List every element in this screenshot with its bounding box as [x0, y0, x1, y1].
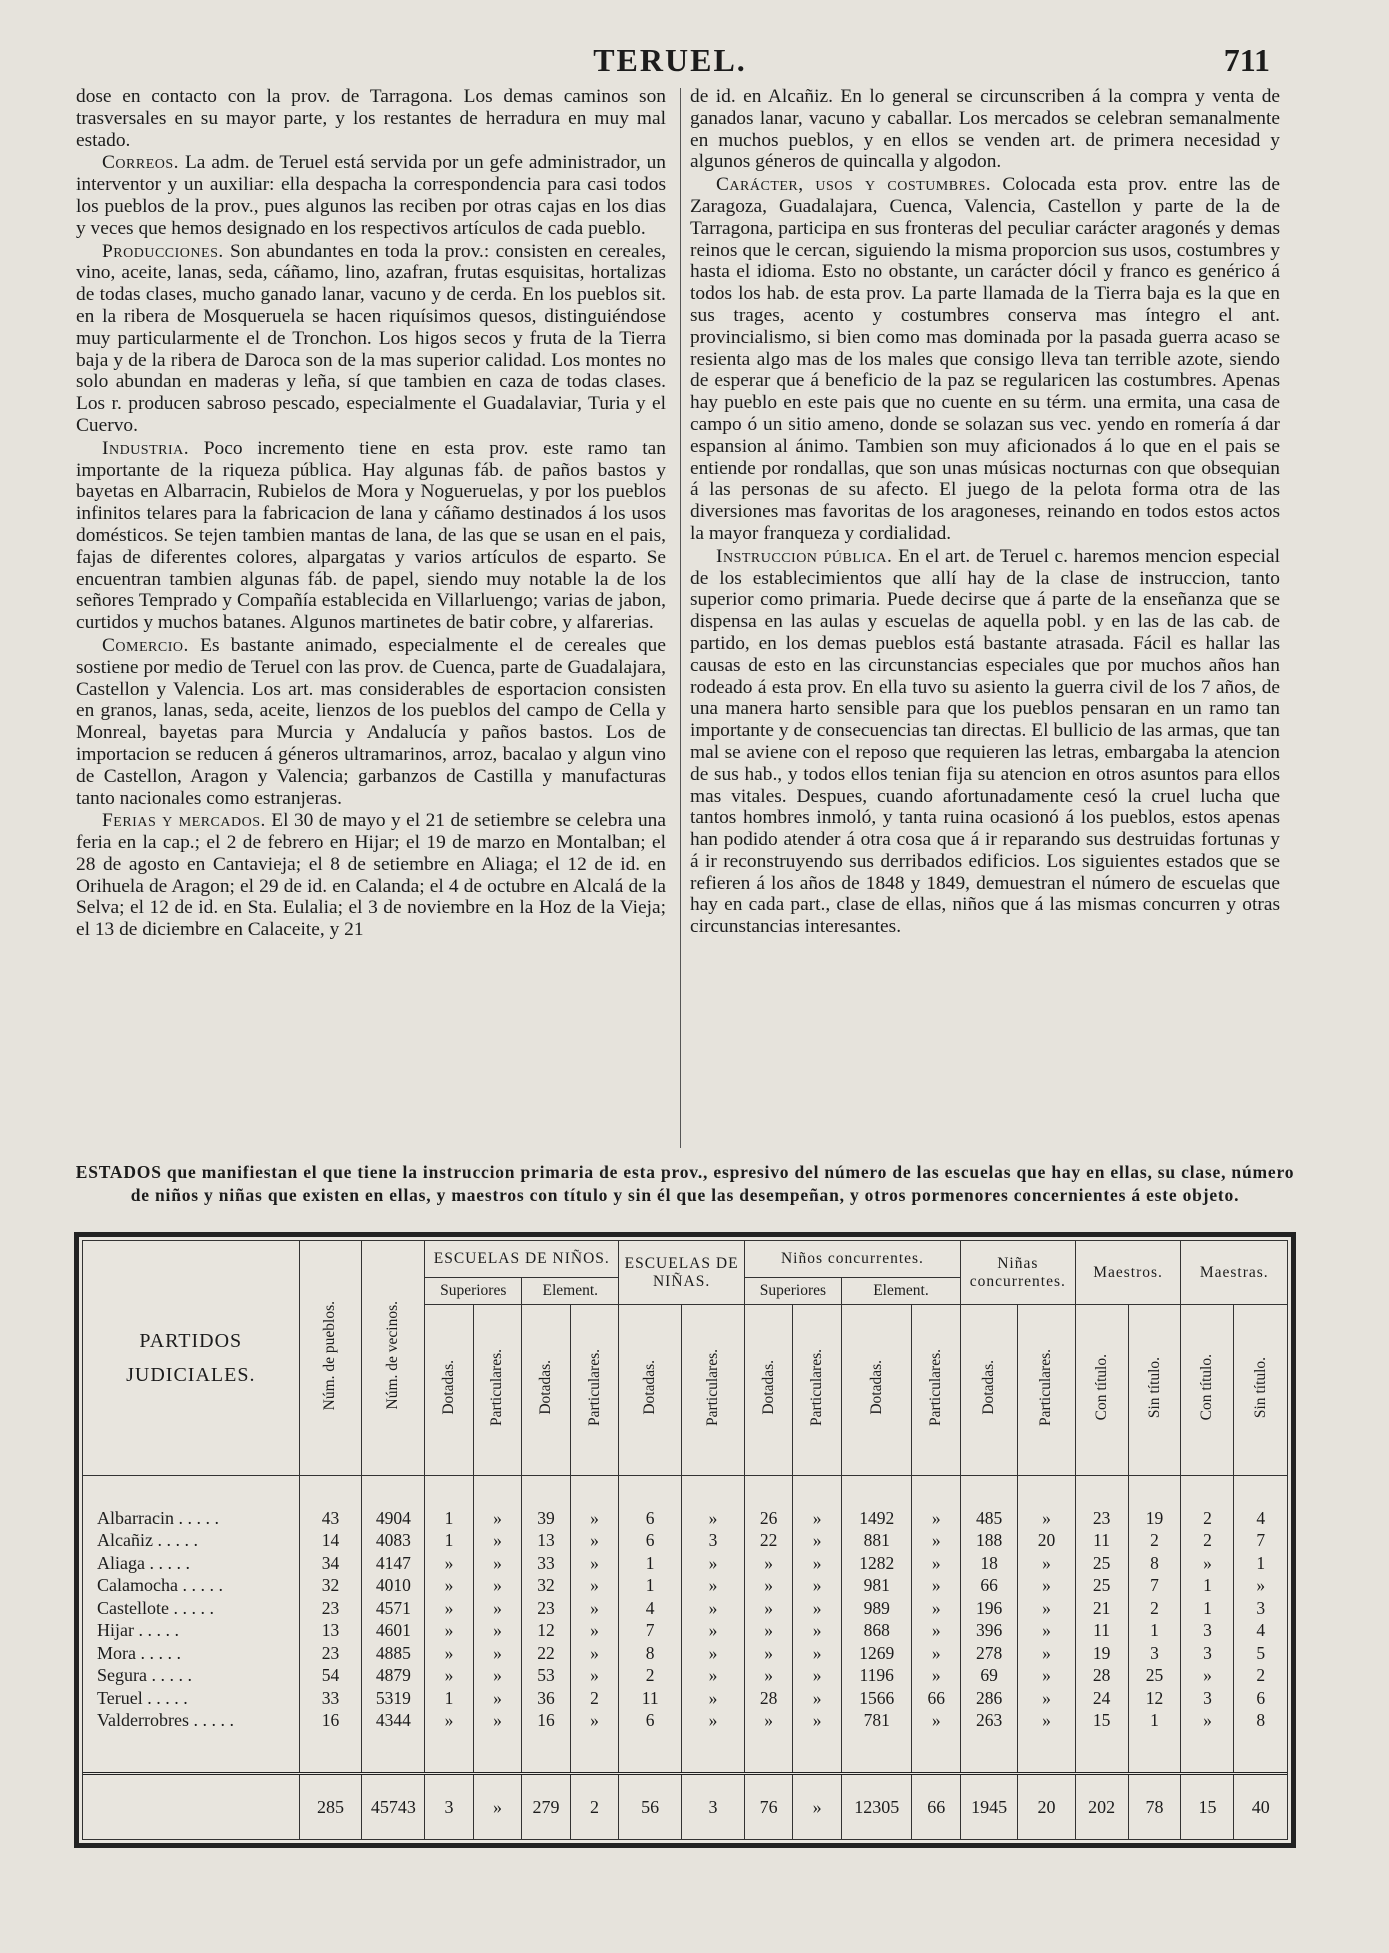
- total-cell: 285: [299, 1774, 362, 1839]
- table-cell: 39: [522, 1507, 571, 1529]
- table-cell: 1566: [841, 1687, 912, 1709]
- partido-name: Aliaga . . . . .: [83, 1552, 299, 1574]
- table-cell: 8: [1256, 1710, 1266, 1731]
- table-cell: »: [473, 1529, 522, 1551]
- table-cell: 4885: [362, 1642, 425, 1664]
- table-cell: »: [793, 1619, 842, 1641]
- totals-row: [83, 1774, 1287, 1839]
- table-cell: »: [912, 1507, 961, 1529]
- table-cell: »: [473, 1552, 522, 1574]
- table-body: [83, 1476, 1287, 1840]
- table-cell: »: [682, 1552, 745, 1574]
- table-cell: 4010: [362, 1574, 425, 1596]
- total-cell: 76: [744, 1774, 793, 1839]
- table-cell: »: [793, 1574, 842, 1596]
- table-cell: »: [793, 1642, 842, 1664]
- table-cell: »: [912, 1597, 961, 1619]
- table-cell: »: [682, 1642, 745, 1664]
- table-cell: 2: [1128, 1529, 1181, 1551]
- partido-name: Castellote . . . . .: [83, 1597, 299, 1619]
- table-cell: 4904: [362, 1507, 425, 1529]
- total-cell: 202: [1075, 1774, 1128, 1839]
- table-cell: 1: [619, 1552, 682, 1574]
- table-cell: »: [1256, 1575, 1266, 1596]
- section-heading: Producciones.: [102, 240, 224, 262]
- table-cell: 1269: [841, 1642, 912, 1664]
- table-cell: 19: [1128, 1507, 1181, 1529]
- particulares-header: Particulares.: [927, 1348, 945, 1427]
- table-cell: »: [744, 1619, 793, 1641]
- table-cell: »: [744, 1664, 793, 1686]
- table-cell: »: [473, 1709, 522, 1731]
- maestras-header: Maestras.: [1181, 1241, 1287, 1305]
- table-cell: 3: [1181, 1687, 1234, 1709]
- table-cell: »: [1181, 1709, 1234, 1731]
- table-cell: »: [1181, 1664, 1234, 1686]
- table-cell: 2: [1181, 1507, 1234, 1529]
- paragraph-text: Es bastante animado, especialmente el de cereales que sostiene por medio de Teruel con las prov. de Cuenca, parte de Guadalajara, Castellon y Valencia. Los art. mas considerables de esportacion consisten en granos, lanas, seda, aceite, lienzos de los pueblos del campo de Cella y Monreal, bayetas para Murcia y Andalucía y paños bastos. Los de importacion se reducen á géneros ultramarinos, arroz, bacalao y algun vino de Castellon, Aragon y Valencia; garbanzos de Castilla y manufacturas tanto nacionales como estranjeras.: [76, 634, 666, 809]
- table-cell: »: [1018, 1552, 1075, 1574]
- table-cell: »: [473, 1687, 522, 1709]
- table-cell: 2: [619, 1664, 682, 1686]
- partido-name: Hijar . . . . .: [83, 1619, 299, 1641]
- table-cell: 1492: [841, 1507, 912, 1529]
- partido-name: Segura . . . . .: [83, 1664, 299, 1686]
- table-cell: 8: [1128, 1552, 1181, 1574]
- table-cell: »: [682, 1709, 745, 1731]
- total-cell: 78: [1128, 1774, 1181, 1839]
- table-cell: »: [682, 1687, 745, 1709]
- table-cell: 21: [1075, 1597, 1128, 1619]
- table-cell: 14: [299, 1529, 362, 1551]
- table-cell: »: [912, 1619, 961, 1641]
- table-cell: »: [682, 1507, 745, 1529]
- table-cell: 12: [522, 1619, 571, 1641]
- table-cell: »: [793, 1529, 842, 1551]
- column-divider: [680, 88, 681, 1148]
- table-cell: 6: [619, 1507, 682, 1529]
- dotadas-header: Dotadas.: [759, 1360, 777, 1415]
- table-cell: 2: [570, 1687, 619, 1709]
- table-cell: 396: [961, 1619, 1018, 1641]
- con-titulo-header: Con título.: [1198, 1354, 1216, 1421]
- table-cell: »: [425, 1552, 474, 1574]
- table-cell: 4601: [362, 1619, 425, 1641]
- particulares-header: Particulares.: [1037, 1348, 1055, 1427]
- table-cell: 22: [522, 1642, 571, 1664]
- table-cell: 1196: [841, 1664, 912, 1686]
- table-cell: »: [744, 1709, 793, 1731]
- table-cell: 13: [299, 1619, 362, 1641]
- table-cell: »: [473, 1642, 522, 1664]
- table-cell: 1: [1256, 1552, 1266, 1573]
- escuelas-ninos-header: ESCUELAS DE NIÑOS.: [425, 1241, 619, 1278]
- table-row: [83, 1687, 1287, 1709]
- table-cell: 7: [619, 1619, 682, 1641]
- table-cell: 6: [619, 1529, 682, 1551]
- table-cell: 32: [299, 1574, 362, 1596]
- total-cell: »: [793, 1774, 842, 1839]
- table-cell: »: [1018, 1664, 1075, 1686]
- table-cell: »: [912, 1709, 961, 1731]
- particulares-header: Particulares.: [585, 1348, 603, 1427]
- table-cell: 196: [961, 1597, 1018, 1619]
- table-row: [83, 1507, 1287, 1529]
- table-cell: 25: [1075, 1574, 1128, 1596]
- table-cell: 66: [961, 1574, 1018, 1596]
- table-cell: »: [682, 1619, 745, 1641]
- paragraph-text: El 30 de mayo y el 21 de setiembre se celebra una feria en la cap.; el 2 de febrero en Hijar; el 19 de marzo en Montalban; el 28 de agosto en Cantavieja; el 8 de setiembre en Aliaga; el 12 de id. en Orihuela de Aragon; el 29 de id. en Calanda; el 4 de octubre en Alcalá de la Selva; el 12 de id. en Sta. Eulalia; el 3 de noviembre en la Hoz de la Vieja; el 13 de diciembre en Calaceite, y 21: [76, 810, 666, 941]
- table-cell: 33: [299, 1687, 362, 1709]
- table-cell: »: [1018, 1507, 1075, 1529]
- section-heading: Instruccion pública.: [716, 545, 893, 567]
- table-cell: 11: [1075, 1529, 1128, 1551]
- table-cell: »: [793, 1552, 842, 1574]
- table-cell: »: [570, 1529, 619, 1551]
- ninas-concurrentes-header: Niñas concurrentes.: [961, 1241, 1076, 1305]
- table-cell: »: [682, 1574, 745, 1596]
- table-cell: 53: [522, 1664, 571, 1686]
- table-cell: 6: [1256, 1687, 1266, 1708]
- section-heading: Industria.: [102, 437, 190, 459]
- table-cell: »: [473, 1664, 522, 1686]
- table-cell: 7: [1128, 1574, 1181, 1596]
- table-cell: 11: [619, 1687, 682, 1709]
- paragraph: [76, 152, 666, 239]
- total-cell: 20: [1018, 1774, 1075, 1839]
- table-cell: 16: [299, 1709, 362, 1731]
- table-cell: »: [912, 1529, 961, 1551]
- table-cell: 1: [1128, 1619, 1181, 1641]
- statistics-table-frame: [74, 1232, 1296, 1848]
- table-cell: 1: [425, 1687, 474, 1709]
- table-cell: 5319: [362, 1687, 425, 1709]
- table-cell: »: [570, 1574, 619, 1596]
- partido-name: Valderrobres . . . . .: [83, 1709, 299, 1731]
- table-cell: »: [1018, 1619, 1075, 1641]
- table-cell: 23: [1075, 1507, 1128, 1529]
- table-cell: 5: [1256, 1642, 1266, 1663]
- page-title: TERUEL.: [593, 42, 747, 78]
- con-titulo-header: Con título.: [1092, 1354, 1110, 1421]
- table-cell: 868: [841, 1619, 912, 1641]
- table-cell: »: [912, 1664, 961, 1686]
- total-cell: 3: [682, 1774, 745, 1839]
- table-cell: 278: [961, 1642, 1018, 1664]
- table-cell: 981: [841, 1574, 912, 1596]
- ninos-superiores-header: Superiores: [425, 1278, 522, 1305]
- table-cell: 7: [1256, 1530, 1266, 1551]
- table-cell: 263: [961, 1709, 1018, 1731]
- table-cell: »: [570, 1507, 619, 1529]
- page-header: [70, 40, 1270, 84]
- paragraph-text: de id. en Alcañiz. En lo general se circunscriben á la compra y venta de ganados lanar, vacuno y caballar. Los mercados se celebran semanalmente en muchos pueblos, y en ellos se venden art. de primera necesidad y algunos géneros de quincalla y algodon.: [690, 86, 1280, 173]
- dotadas-header: Dotadas.: [867, 1360, 885, 1415]
- table-cell: 23: [299, 1642, 362, 1664]
- paragraph: [76, 635, 666, 809]
- table-cell: 781: [841, 1709, 912, 1731]
- table-cell: »: [570, 1597, 619, 1619]
- table-cell: 4147: [362, 1552, 425, 1574]
- table-cell: 13: [522, 1529, 571, 1551]
- total-cell: 3: [425, 1774, 474, 1839]
- table-cell: 3: [1128, 1642, 1181, 1664]
- table-cell: »: [793, 1687, 842, 1709]
- section-heading: Carácter, usos y costumbres.: [716, 174, 992, 196]
- pueblos-header: Núm. de pueblos.: [321, 1300, 339, 1411]
- table-cell: »: [425, 1597, 474, 1619]
- escuelas-ninas-header: ESCUELAS DE NIÑAS.: [619, 1241, 745, 1305]
- table-cell: 8: [619, 1642, 682, 1664]
- paragraph-text: Poco incremento tiene en esta prov. este ramo tan importante de la riqueza pública. Hay algunas fáb. de paños bastos y bayetas en Albarracin, Rubielos de Mora y Nogueruelas, y por los pueblos infinitos telares para la fabricacion de lana y cáñamo destinados á los usos domésticos. Se tejen tambien mantas de lana, de las que se usan en el pais, fajas de diferentes colores, alpargatas y varios artículos de esparto. Se encuentran tambien algunas fáb. de papel, siendo muy notable la de los señores Temprado y Compañía establecida en Villarluengo; varias de jabon, curtidos y muchos batanes. Algunos martinetes de batir cobre, y alfarerias.: [76, 437, 666, 634]
- total-cell: 40: [1234, 1774, 1287, 1839]
- table-cell: 188: [961, 1529, 1018, 1551]
- section-heading: Ferias y mercados.: [102, 810, 266, 832]
- table-cell: 4344: [362, 1709, 425, 1731]
- table-cell: 3: [682, 1529, 745, 1551]
- partido-name: Albarracin . . . . .: [83, 1507, 299, 1529]
- total-cell: 1945: [961, 1774, 1018, 1839]
- partido-name: Mora . . . . .: [83, 1642, 299, 1664]
- table-row: [83, 1664, 1287, 1686]
- dotadas-header: Dotadas.: [536, 1360, 554, 1415]
- table-cell: »: [473, 1597, 522, 1619]
- paragraph: [76, 438, 666, 634]
- right-column: [690, 86, 1280, 1158]
- table-cell: 1: [425, 1507, 474, 1529]
- table-cell: »: [425, 1664, 474, 1686]
- table-cell: 34: [299, 1552, 362, 1574]
- table-cell: »: [682, 1597, 745, 1619]
- table-cell: 32: [522, 1574, 571, 1596]
- table-cell: 16: [522, 1709, 571, 1731]
- total-cell: 15: [1181, 1774, 1234, 1839]
- particulares-header: Particulares.: [704, 1348, 721, 1427]
- table-cell: 1: [1181, 1574, 1234, 1596]
- table-cell: »: [912, 1642, 961, 1664]
- table-cell: »: [1018, 1597, 1075, 1619]
- table-cell: 24: [1075, 1687, 1128, 1709]
- table-cell: 989: [841, 1597, 912, 1619]
- particulares-header: Particulares.: [808, 1348, 826, 1427]
- paragraph-text: Son abundantes en toda la prov.: consisten en cereales, vino, aceite, lanas, seda, cáñamo, lino, azafran, frutas esquisitas, hortalizas de todas clases, mucho ganado lanar, vacuno y de cerda. En los pueblos sit. en la ribera de Mosqueruela se hacen riquísimos quesos, distinguiéndose muy particularmente el de Tronchon. Los higos secos y fruta de la Tierra baja y de la ribera de Daroca son de la mas superior calidad. Los montes no solo abundan en maderas y leña, sí que tambien en caza de todas clases. Los r. producen sabroso pescado, especialmente el Guadalaviar, Turia y el Cuervo.: [76, 240, 666, 436]
- table-cell: 69: [961, 1664, 1018, 1686]
- table-row: [83, 1642, 1287, 1664]
- table-cell: 25: [1075, 1552, 1128, 1574]
- table-cell: »: [570, 1664, 619, 1686]
- table-cell: »: [793, 1664, 842, 1686]
- total-cell: 66: [912, 1774, 961, 1839]
- table-cell: »: [744, 1642, 793, 1664]
- table-cell: »: [425, 1619, 474, 1641]
- table-cell: »: [912, 1574, 961, 1596]
- table-cell: 2: [1128, 1597, 1181, 1619]
- partido-name: Teruel . . . . .: [83, 1687, 299, 1709]
- paragraph: [76, 86, 666, 151]
- table-cell: »: [473, 1574, 522, 1596]
- table-cell: 54: [299, 1664, 362, 1686]
- particulares-header: Particulares.: [488, 1348, 506, 1427]
- table-cell: 18: [961, 1552, 1018, 1574]
- table-cell: »: [793, 1597, 842, 1619]
- table-cell: 15: [1075, 1709, 1128, 1731]
- table-cell: »: [425, 1642, 474, 1664]
- table-cell: 20: [1018, 1529, 1075, 1551]
- table-cell: »: [570, 1552, 619, 1574]
- table-cell: 286: [961, 1687, 1018, 1709]
- paragraph-text: dose en contacto con la prov. de Tarragona. Los demas caminos son trasversales en su mayor parte, y los restantes de herradura en muy mal estado.: [76, 86, 666, 151]
- table-cell: 1: [1181, 1597, 1234, 1619]
- table-cell: 1: [425, 1529, 474, 1551]
- table-cell: »: [1018, 1574, 1075, 1596]
- table-cell: 4: [1256, 1507, 1266, 1528]
- paragraph: [76, 810, 666, 941]
- paragraph: [690, 546, 1280, 938]
- vecinos-header: Núm. de vecinos.: [384, 1301, 402, 1410]
- table-row: [83, 1619, 1287, 1641]
- total-cell: 2: [570, 1774, 619, 1839]
- table-cell: »: [1018, 1709, 1075, 1731]
- table-cell: 2: [1181, 1529, 1234, 1551]
- dotadas-header: Dotadas.: [439, 1360, 457, 1415]
- paragraph: [690, 174, 1280, 545]
- paragraph-text: Colocada esta prov. entre las de Zaragoza, Guadalajara, Cuenca, Valencia, Castellon y parte de la de Tarragona, participa en sus fronteras del peculiar carácter aragonés y demas reinos que le cercan, siguiendo la misma proporcion sus usos, costumbres y hasta el idioma. Esto no obstante, un carácter dócil y franco es genérico á todos los hab. de esta prov. La parte llamada de la Tierra baja es la que en sus trages, acento y costumbres conserva mas íntegro el ant. provincialismo, si bien como mas dominada por la pasada guerra acaso se resienta algo mas de los males que consigo lleva tan terrible azote, siendo de esperar que á beneficio de la paz se regularicen las costumbres. Apenas hay pueblo en este pais que no cuente en su térm. una ermita, una casa de campo ó un sitio ameno, donde se solazan sus vec. yendo en romería á dar espansion al ánimo. Tambien son muy aficionados á lo que en el pais se entiende por rondallas, que son unas músicas nocturnas con que obsequian á las personas de su afecto. El juego de la pelota forma otra de las diversiones mas favoritas de los aragoneses, reinando en todos estos actos la mayor franqueza y cordialidad.: [690, 174, 1280, 544]
- table-cell: »: [1181, 1552, 1234, 1574]
- instruction-statistics-table: [83, 1241, 1287, 1839]
- table-cell: 3: [1181, 1619, 1234, 1641]
- table-cell: 1: [619, 1574, 682, 1596]
- total-cell: 45743: [362, 1774, 425, 1839]
- page-number: 711: [1223, 42, 1270, 78]
- table-cell: 4571: [362, 1597, 425, 1619]
- table-cell: 28: [1075, 1664, 1128, 1686]
- table-cell: 23: [522, 1597, 571, 1619]
- table-cell: 43: [299, 1507, 362, 1529]
- dotadas-header: Dotadas.: [980, 1360, 998, 1415]
- table-cell: 22: [744, 1529, 793, 1551]
- section-heading: Comercio.: [102, 634, 189, 656]
- table-cell: 4: [619, 1597, 682, 1619]
- partido-name: Alcañiz . . . . .: [83, 1529, 299, 1551]
- table-cell: 26: [744, 1507, 793, 1529]
- table-cell: 4: [1256, 1620, 1266, 1641]
- sin-titulo-header: Sin título.: [1145, 1356, 1163, 1419]
- table-cell: 28: [744, 1687, 793, 1709]
- table-cell: 485: [961, 1507, 1018, 1529]
- ninos-element-header: Element.: [522, 1278, 619, 1305]
- table-row: [83, 1529, 1287, 1551]
- table-caption: ESTADOS que manifiestan el que tiene la instruccion primaria de esta prov., espresivo del número de las escuelas que hay en ellas, su clase, número de niños y niñas que existen en ellas, y maestros con título y sin él que las desempeñan, y otros pormenores concernientes á este objeto.: [75, 1162, 1295, 1205]
- table-cell: 1282: [841, 1552, 912, 1574]
- table-cell: »: [473, 1507, 522, 1529]
- total-cell: 279: [522, 1774, 571, 1839]
- table-cell: 11: [1075, 1619, 1128, 1641]
- table-cell: »: [425, 1709, 474, 1731]
- table-cell: 19: [1075, 1642, 1128, 1664]
- table-row: [83, 1597, 1287, 1619]
- table-cell: 12: [1128, 1687, 1181, 1709]
- sin-titulo-header: Sin título.: [1251, 1356, 1269, 1419]
- table-cell: 3: [1256, 1597, 1266, 1618]
- table-cell: »: [793, 1507, 842, 1529]
- total-cell: 56: [619, 1774, 682, 1839]
- left-column: [76, 86, 666, 1158]
- total-cell: »: [473, 1774, 522, 1839]
- table-cell: »: [473, 1619, 522, 1641]
- totals-label: [83, 1774, 299, 1839]
- table-cell: 25: [1128, 1664, 1181, 1686]
- section-heading: Correos.: [102, 152, 180, 174]
- table-cell: »: [912, 1552, 961, 1574]
- table-cell: 33: [522, 1552, 571, 1574]
- paragraph-text: La adm. de Teruel está servida por un gefe administrador, un interventor y un auxiliar: ella despacha la correspondencia para casi todos los pueblos de la prov., pues algunos las reciben por otras cajas en los dias y veces que hemos designado en los respectivos artículos de cada pueblo.: [76, 152, 666, 239]
- concurrentes-superiores-header: Superiores: [744, 1278, 841, 1305]
- table-cell: »: [793, 1709, 842, 1731]
- table-cell: 3: [1181, 1642, 1234, 1664]
- table-cell: 1: [1128, 1709, 1181, 1731]
- table-cell: »: [682, 1664, 745, 1686]
- table-cell: »: [744, 1597, 793, 1619]
- ninos-concurrentes-header: Niños concurrentes.: [744, 1241, 960, 1278]
- table-cell: »: [744, 1552, 793, 1574]
- partido-name: Calamocha . . . . .: [83, 1574, 299, 1596]
- table-cell: 36: [522, 1687, 571, 1709]
- partidos-header: PARTIDOS JUDICIALES.: [83, 1241, 299, 1476]
- table-row: [83, 1574, 1287, 1596]
- table-cell: 6: [619, 1709, 682, 1731]
- dotadas-header: Dotadas.: [641, 1360, 659, 1415]
- table-cell: »: [570, 1642, 619, 1664]
- table-cell: 4083: [362, 1529, 425, 1551]
- table-cell: »: [570, 1709, 619, 1731]
- paragraph: [690, 86, 1280, 173]
- total-cell: 12305: [841, 1774, 912, 1839]
- concurrentes-element-header: Element.: [841, 1278, 960, 1305]
- paragraph-text: En el art. de Teruel c. haremos mencion especial de los establecimientos que allí hay de la clase de instruccion, tanto superior como primaria. Puede decirse que á parte de la enseñanza que se dispensa en las aulas y escuelas de aquella pobl. y en las de las cab. de partido, en los demas pueblos está bastante atrasada. Fácil es hallar las causas de esto en las circunstancias especiales que por muchos años han rodeado á esta prov. En ella tuvo su asiento la guerra civil de los 7 años, de una manera harto sensible para que los pueblos pensaran en un ramo tan importante y de consecuencias tan directas. El bullicio de las armas, que tan mal se aviene con el reposo que requieren las letras, embargaba la atencion de sus hab., y todos ellos tenian fija su atencion en otros asuntos para ellos mas vitales. Despues, cuando afortunadamente cesó la cruel lucha que tantos hombres inmoló, y tanta ruina ocasionó á los pueblos, estos apenas han podido atender á otra cosa que á ir reparando sus destruidas fortunas y á ir reconstruyendo sus derribados edificios. Los siguientes estados que se refieren á los años de 1848 y 1849, demuestran el número de escuelas que hay en cada part., clase de ellas, niños que á las mismas concurren y otras circunstancias interesantes.: [690, 545, 1280, 938]
- table-cell: »: [1018, 1642, 1075, 1664]
- table-row: [83, 1552, 1287, 1574]
- table-cell: »: [425, 1574, 474, 1596]
- table-cell: 23: [299, 1597, 362, 1619]
- table-cell: 881: [841, 1529, 912, 1551]
- table-cell: 2: [1256, 1665, 1266, 1686]
- table-cell: »: [570, 1619, 619, 1641]
- table-cell: »: [1018, 1687, 1075, 1709]
- table-cell: 4879: [362, 1664, 425, 1686]
- table-cell: 66: [912, 1687, 961, 1709]
- paragraph: [76, 241, 666, 437]
- table-cell: »: [744, 1574, 793, 1596]
- maestros-header: Maestros.: [1075, 1241, 1181, 1305]
- table-row: [83, 1709, 1287, 1731]
